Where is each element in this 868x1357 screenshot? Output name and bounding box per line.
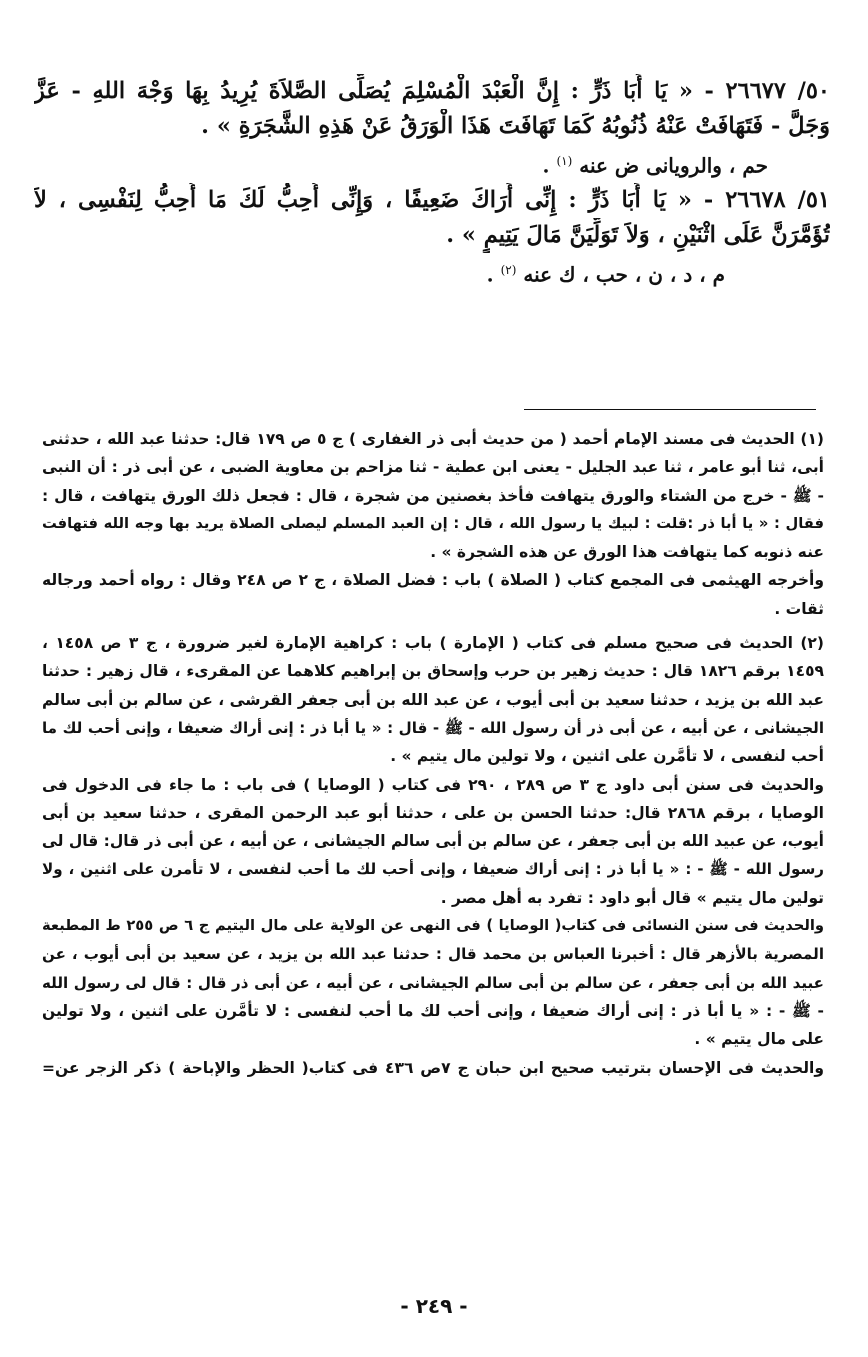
footnote-2-line: والحديث فى سنن أبى داود ج ٣ ص ٢٨٩ ، ٢٩٠ فى كتاب ( الوصايا ) فى باب : ما جاء فى الدخول فى (42, 775, 824, 794)
footnote-2-line: ١٤٥٩ برقم ١٨٢٦ قال : حديث زهير بن حرب وإسحاق بن إبراهيم كلاهما عن المقرىء ، قال زهير : حدثنا (42, 662, 824, 681)
footnote-1-line: - ﷺ - خرج من الشتاء والورق يتهافت فأخذ بغصنين من شجرة ، قال : فجعل ذلك الورق يتهافت ، قال : (42, 486, 824, 505)
footnote-2-line: الجيشانى ، عن أبيه ، عن أبى ذر أن رسول الله - ﷺ - قال : « يا أبا ذر : إنى أراك ضعيفا ، وإنى أحب لك ما (42, 718, 824, 737)
hadith-51-line-1: ٥١/ ٢٦٦٧٨ - « يَا أَبَا ذَرٍّ : إِنِّى أَرَاكَ ضَعِيفًا ، وَإِنِّى أُحِبُّ لَكَ مَا أُحِبُّ لِنَفْسِى ، لاَ (34, 186, 830, 213)
footnote-ref-1: (١) (556, 154, 573, 168)
footnote-2-line: والحديث فى الإحسان بترتيب صحيح ابن حبان ج ٧ص ٤٣٦ فى كتاب( الحظر والإباحة ) ذكر الزجر عن= (42, 1058, 824, 1077)
hadith-section (34, 74, 830, 291)
hadith-50-source-text: حم ، والرويانى ض عنه (579, 153, 768, 178)
footnote-2-line: أيوب، عن عبيد الله بن أبى جعفر ، عن سالم بن أبى سالم الجيشانى ، عن أبيه ، عن أبى ذر قال: قال لى (42, 832, 824, 851)
hadith-50-source: حم ، والرويانى ض عنه $^{(١)}$ . (542, 153, 768, 178)
footnote-2-line: على مال يتيم » . (694, 1030, 824, 1049)
hadith-50-line-2: وَجَلَّ - فَتَهَافَتْ عَنْهُ ذُنُوبُهُ كَمَا تَهَافَتَ هَذَا الْوَرَقُ عَنْ هَذِهِ الشَّجَرَةِ » . (201, 113, 830, 139)
footnote-2-line: عبد الله بن يزيد ، حدثنا سعيد بن أبى أيوب ، عن عبد الله بن أبى جعفر القرشى ، عن سالم بن أبى سالم (42, 690, 824, 709)
hadith-51-source: م ، د ، ن ، حب ، ك عنه $^{(٢)}$ . (486, 262, 725, 287)
footnote-1-line: أبى، ثنا أبو عامر ، ثنا عبد الجليل - يعنى ابن عطية - ثنا مزاحم بن معاوية الضبى ، عن أبى ذر : أن النبى (42, 458, 824, 477)
footnote-2-line: تولين مال يتيم » قال أبو داود : تفرد به أهل مصر . (440, 888, 824, 907)
hadith-50-line-1: ٥٠/ ٢٦٦٧٧ - « يَا أَبَا ذَرٍّ : إِنَّ الْعَبْدَ الْمُسْلِمَ يُصَلِّى الصَّلاَةَ يُرِيدُ بِهَا وَجْهَ اللهِ - عَزَّ (34, 78, 830, 104)
footnote-ref-2: (٢) (500, 262, 517, 277)
footnotes (42, 425, 824, 1082)
hadith-51-line-2: تُؤَمَّرَنَّ عَلَى اثْنَيْنِ ، وَلاَ تَوَلِّيَنَّ مَالَ يَتِيمٍ » . (446, 221, 830, 248)
footnote-1-line: فقال : « يا أبا ذر :قلت : لبيك يا رسول الله ، قال : إن العبد المسلم ليصلى الصلاة يريد بها وجه الله فتهافت (42, 514, 824, 532)
footnote-2-line: والحديث فى سنن النسائى فى كتاب( الوصايا ) فى النهى عن الولاية على مال اليتيم ج ٦ ص ٢٥٥ ط المطبعة (42, 917, 824, 935)
footnote-2-line: (٢) الحديث فى صحيح مسلم فى كتاب ( الإمارة ) باب : كراهية الإمارة لغير ضرورة ، ج ٣ ص ١٤٥٨ ، (42, 634, 824, 653)
footnote-2-line: - ﷺ - : « يا أبا ذر : إنى أراك ضعيفا ، وإنى أحب لك ما أحب لنفسى : لا تأمَّرن على اثنين ، ولا تولين (42, 1001, 824, 1020)
footnote-1-line: (١) الحديث فى مسند الإمام أحمد ( من حديث أبى ذر الغفارى ) ج ٥ ص ١٧٩ قال: حدثنا عبد الله ، حدثنى (42, 430, 824, 448)
footnote-1-line: عنه ذنوبه كما يتهافت هذا الورق عن هذه الشجرة » . (430, 543, 824, 562)
footnote-2-line: عبيد الله بن أبى جعفر ، عن سالم بن أبى سالم الجيشانى ، عن أبيه ، عن أبى ذر قال : قال لى رسول الله (42, 973, 824, 992)
footnote-separator (524, 409, 816, 410)
footnote-2-line: أحب لنفسى ، لا تأمَّرن على اثنين ، ولا تولين مال يتيم » . (390, 747, 824, 766)
footnote-2-line: الوصايا ، برقم ٢٨٦٨ قال: حدثنا الحسن بن على ، حدثنا أبو عبد الرحمن المقرى ، حدثنا سعيد بن أبى (42, 803, 824, 822)
hadith-51-source-text: م ، د ، ن ، حب ، ك عنه (523, 262, 725, 287)
footnote-2-line: رسول الله - ﷺ - : « يا أبا ذر : إنى أراك ضعيفا ، وإنى أحب لك ما أحب لنفسى ، لا تأمرن على اثنين ، ولا (42, 860, 824, 879)
page-number: - ٢٤٩ - (400, 1294, 468, 1318)
footnote-1-line: ثقات . (774, 599, 824, 618)
footnote-1-line: وأخرجه الهيثمى فى المجمع كتاب ( الصلاة ) باب : فضل الصلاة ، ج ٢ ص ٢٤٨ وقال : رواه أحمد ورجاله (42, 571, 824, 590)
footnote-2-line: المصرية بالأزهر قال : أخبرنا العباس بن محمد قال : حدثنا عبد الله بن يزيد ، عن سعيد بن أبى أيوب ، عن (42, 945, 824, 964)
